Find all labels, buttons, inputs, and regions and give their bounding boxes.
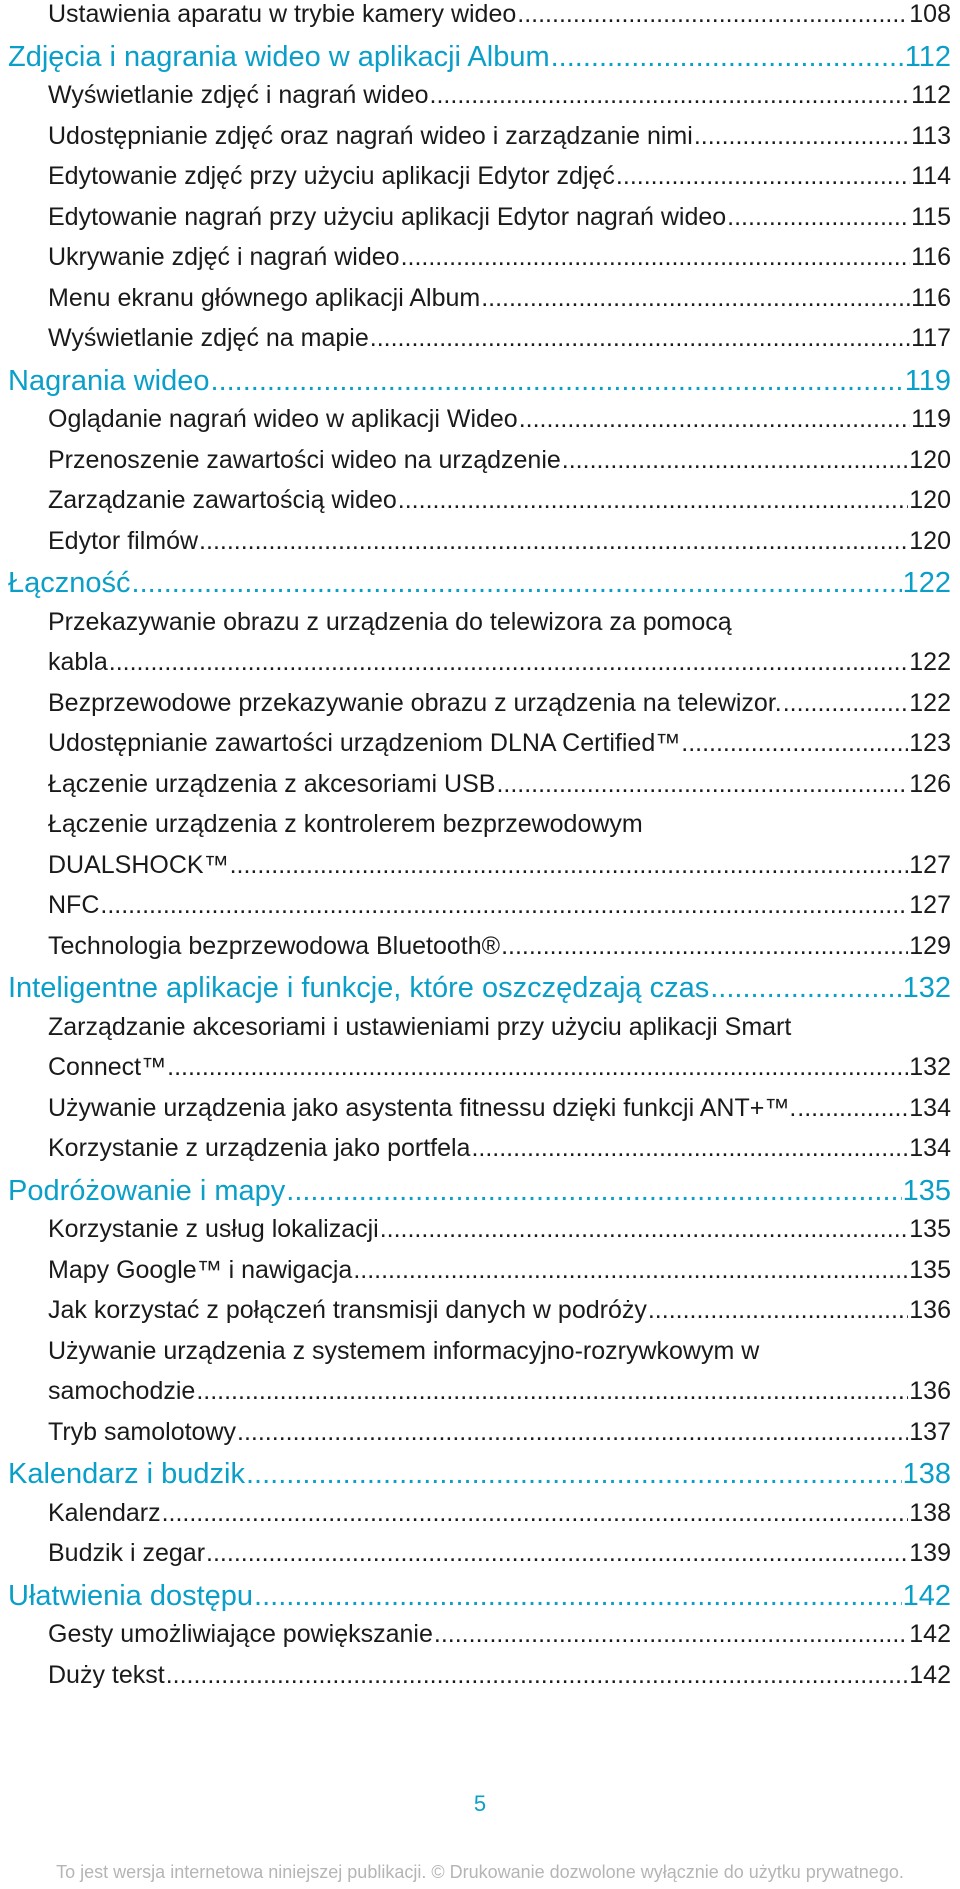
toc-page-number: 116 (911, 243, 951, 271)
toc-entry[interactable] (48, 284, 951, 313)
toc-entry[interactable] (48, 405, 951, 434)
toc-entry-title: Używanie urządzenia jako asystenta fitnessu dzięki funkcji ANT+™. (48, 1093, 797, 1122)
dot-leader (167, 1053, 908, 1082)
toc-entry[interactable] (48, 1499, 951, 1528)
toc-entry-title: Mapy Google™ i nawigacja (48, 1255, 353, 1284)
toc-entry-title: Kalendarz (48, 1498, 161, 1527)
dot-leader (100, 891, 908, 920)
toc-entry[interactable] (48, 162, 951, 191)
toc-entry[interactable] (48, 770, 951, 799)
dot-leader (519, 405, 910, 434)
toc-entry-title: Bezprzewodowe przekazywanie obrazu z urządzenia na telewizor. (48, 688, 782, 717)
dot-leader (230, 851, 909, 880)
dot-leader (710, 972, 901, 1005)
toc-entry-title: Menu ekranu głównego aplikacji Album (48, 283, 481, 312)
dot-leader (430, 81, 911, 110)
toc-entry[interactable] (48, 1256, 951, 1285)
toc-entry-title: samochodzie (48, 1377, 196, 1405)
toc-page-number: 137 (909, 1417, 951, 1446)
toc-chapter[interactable] (8, 1458, 951, 1491)
toc-entry-title: Tryb samolotowy (48, 1417, 237, 1446)
toc-page-number: 123 (909, 729, 951, 757)
toc-page-number: 135 (909, 1255, 951, 1284)
toc-page-number: 119 (911, 405, 951, 433)
dot-leader (434, 1620, 908, 1649)
toc-page-number: 120 (909, 445, 951, 474)
dot-leader (783, 689, 909, 718)
toc-entry-title: Budzik i zegar (48, 1539, 206, 1567)
toc-entry-title: Technologia bezprzewodowa Bluetooth® (48, 931, 501, 960)
toc-entry[interactable] (48, 527, 951, 556)
toc-entry-first-line: Używanie urządzenia z systemem informacyjno-rozrywkowym w (48, 1336, 760, 1365)
page-number: 5 (473, 1791, 487, 1816)
toc-chapter[interactable] (8, 1175, 951, 1208)
toc-entry-title: Wyświetlanie zdjęć na mapie (48, 324, 369, 352)
dot-leader (481, 284, 910, 313)
toc-entry[interactable] (48, 851, 951, 880)
dot-leader (727, 203, 910, 232)
toc-entry[interactable] (48, 1661, 951, 1690)
toc-page-number: 132 (902, 972, 951, 1004)
toc-entry[interactable] (48, 1377, 951, 1406)
toc-entry[interactable] (48, 932, 951, 961)
toc-page-number: 127 (909, 850, 951, 879)
toc-entry[interactable] (48, 1418, 951, 1447)
toc-page-number: 122 (909, 648, 951, 676)
toc-entry-title: Ustawienia aparatu w trybie kamery wideo (48, 0, 517, 28)
dot-leader (246, 1458, 902, 1491)
toc-page-number: 135 (909, 1215, 951, 1243)
dot-leader (132, 567, 902, 600)
toc-chapter[interactable] (8, 41, 951, 74)
dot-leader (211, 365, 904, 398)
dot-leader (162, 1499, 909, 1528)
toc-page-number: 142 (902, 1579, 951, 1612)
dot-leader (501, 932, 908, 961)
toc-page-number: 136 (909, 1296, 951, 1324)
toc-entry-title: Łączność (8, 567, 131, 599)
toc-page-number: 132 (909, 1053, 951, 1081)
toc-page-number: 126 (909, 769, 951, 798)
dot-leader (199, 527, 908, 556)
dot-leader (109, 648, 909, 677)
toc-page-number: 114 (911, 162, 951, 190)
footer-note: To jest wersja internetowa niniejszej publikacji. © Drukowanie dozwolone wyłącznie do użytku prywatnego. (56, 1862, 904, 1882)
toc-entry-first-line: Łączenie urządzenia z kontrolerem bezprzewodowym (48, 810, 643, 838)
toc-page-number: 115 (911, 202, 951, 231)
toc-entry-title: NFC (48, 891, 100, 919)
toc-entry-title: Wyświetlanie zdjęć i nagrań wideo (48, 81, 429, 109)
toc-entry[interactable] (48, 446, 951, 475)
dot-leader (616, 162, 910, 191)
dot-leader (196, 1377, 908, 1406)
toc-entry-title: Łączenie urządzenia z akcesoriami USB (48, 769, 496, 798)
dot-leader (401, 243, 911, 272)
toc-page-number: 139 (909, 1539, 951, 1567)
toc-entry[interactable] (48, 81, 951, 110)
toc-entry-title: Duży tekst (48, 1660, 165, 1689)
toc-entry[interactable] (48, 324, 951, 353)
toc-chapter[interactable] (8, 972, 951, 1005)
toc-entry[interactable] (48, 1620, 951, 1649)
toc-entry-title: Udostępnianie zawartości urządzeniom DLNA Certified™ (48, 729, 681, 757)
toc-entry-title: Udostępnianie zdjęć oraz nagrań wideo i zarządzanie nimi (48, 121, 693, 150)
toc-page-number: 108 (909, 0, 951, 28)
toc-entry[interactable] (48, 1134, 951, 1163)
toc-page-number: 117 (911, 324, 951, 352)
toc-page-number: 113 (911, 121, 951, 150)
toc-entry[interactable] (48, 243, 951, 272)
toc-page-number: 138 (909, 1498, 951, 1527)
toc-page-number: 112 (911, 81, 951, 109)
toc-entry-title: Ułatwienia dostępu (8, 1579, 254, 1612)
toc-page-number: 138 (902, 1458, 951, 1490)
toc-entry[interactable] (48, 486, 951, 515)
dot-leader (648, 1296, 908, 1325)
toc-page-number: 120 (909, 486, 951, 514)
toc-page-number: 135 (902, 1174, 951, 1207)
dot-leader (370, 324, 910, 353)
toc-entry-title: Jak korzystać z połączeń transmisji danych w podróży (48, 1296, 647, 1324)
toc-page-number: 127 (909, 891, 951, 919)
toc-entry-title: Zdjęcia i nagrania wideo w aplikacji Album (8, 40, 550, 73)
toc-page-number: 134 (909, 1134, 951, 1162)
toc-entry-title: Edytor filmów (48, 526, 199, 555)
dot-leader (380, 1215, 909, 1244)
dot-leader (353, 1256, 908, 1285)
toc-entry[interactable] (48, 1094, 951, 1123)
toc-page-number: 120 (909, 526, 951, 555)
toc-entry[interactable] (48, 0, 951, 29)
toc-entry[interactable] (48, 1053, 951, 1082)
dot-leader (206, 1539, 908, 1568)
dot-leader (562, 446, 909, 475)
dot-leader (166, 1661, 909, 1690)
toc-entry-title: Gesty umożliwiające powiększanie (48, 1620, 433, 1648)
toc-entry-title: Oglądanie nagrań wideo w aplikacji Wideo (48, 405, 518, 433)
toc-entry-title: Edytowanie nagrań przy użyciu aplikacji Edytor nagrań wideo (48, 202, 727, 231)
toc-entry-title: Connect™ (48, 1053, 167, 1081)
toc-page-number: 129 (909, 931, 951, 960)
toc-page-number: 136 (909, 1377, 951, 1405)
toc-entry[interactable] (48, 203, 951, 232)
toc-entry-title: DUALSHOCK™ (48, 850, 229, 879)
dot-leader (551, 41, 904, 74)
dot-leader (471, 1134, 908, 1163)
toc-entry[interactable] (48, 729, 951, 758)
toc-entry-title: Edytowanie zdjęć przy użyciu aplikacji Edytor zdjęć (48, 162, 615, 190)
toc-entry-title: Kalendarz i budzik (8, 1458, 245, 1490)
toc-entry[interactable] (48, 1215, 951, 1244)
toc-page-number: 142 (909, 1620, 951, 1648)
toc-page-number: 112 (904, 40, 951, 73)
toc-chapter[interactable] (8, 365, 951, 398)
toc-entry[interactable] (48, 648, 951, 677)
toc-entry-title: Ukrywanie zdjęć i nagrań wideo (48, 243, 400, 271)
dot-leader (517, 0, 908, 29)
toc-entry[interactable] (48, 1296, 951, 1325)
toc-entry[interactable] (48, 122, 951, 151)
toc-page-number: 122 (909, 688, 951, 717)
dot-leader (496, 770, 908, 799)
dot-leader (797, 1094, 908, 1123)
toc-page-number: 134 (909, 1093, 951, 1122)
dot-leader (286, 1175, 901, 1208)
toc-entry-title: Zarządzanie zawartością wideo (48, 486, 397, 514)
toc-entry-title: Korzystanie z usług lokalizacji (48, 1215, 379, 1243)
toc-entry-title: Korzystanie z urządzenia jako portfela (48, 1134, 471, 1162)
toc-chapter[interactable] (8, 1580, 951, 1613)
dot-leader (237, 1418, 908, 1447)
toc-page-number: 142 (909, 1660, 951, 1689)
toc-entry-title: Podróżowanie i mapy (8, 1174, 286, 1207)
toc-entry-title: Nagrania wideo (8, 364, 210, 397)
toc-entry-first-line: Zarządzanie akcesoriami i ustawieniami przy użyciu aplikacji Smart (48, 1012, 792, 1041)
toc-entry-title: Inteligentne aplikacje i funkcje, które oszczędzają czas (8, 972, 710, 1004)
toc-entry[interactable] (48, 1539, 951, 1568)
dot-leader (254, 1580, 902, 1613)
toc-chapter[interactable] (8, 567, 951, 600)
toc-entry[interactable] (48, 689, 951, 718)
toc-entry-title: kabla (48, 648, 108, 676)
toc-entry-first-line: Przekazywanie obrazu z urządzenia do telewizora za pomocą (48, 607, 732, 636)
toc-entry[interactable] (48, 891, 951, 920)
dot-leader (398, 486, 909, 515)
dot-leader (681, 729, 908, 758)
toc-page-number: 122 (902, 567, 951, 599)
toc-entry-title: Przenoszenie zawartości wideo na urządzenie (48, 445, 561, 474)
dot-leader (694, 122, 910, 151)
toc-page-number: 116 (911, 283, 951, 312)
toc-page-number: 119 (904, 364, 951, 397)
